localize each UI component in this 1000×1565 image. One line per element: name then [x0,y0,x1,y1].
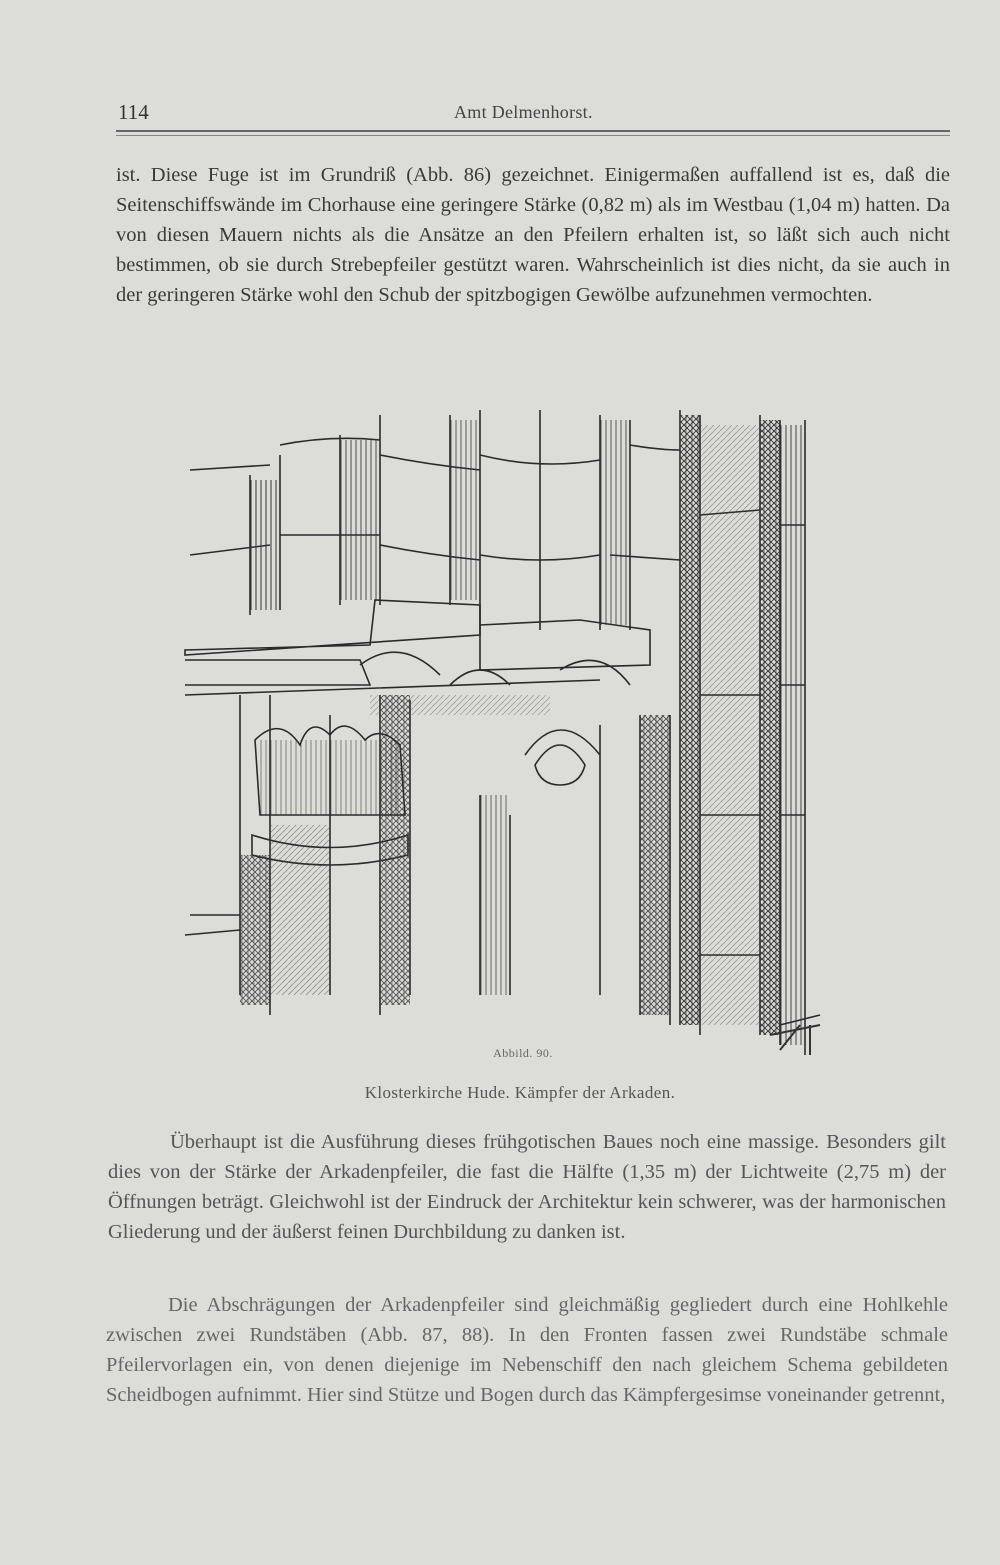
paragraph-3: Die Abschrägungen der Arkadenpfeiler sind gleichmäßig gegliedert durch eine Hohlkehle zwischen zwei Rundstäben (Abb. 87, 88). In den Fronten fassen zwei Rundstäbe schmale Pfeilervorlagen ein, von denen diejenige im Nebenschiff den nach gleichem Schema gebildeten Scheidbogen aufnimmt. Hier sind Stütze und Bogen durch das Kämpfergesimse voneinander getrennt, [106,1294,948,1406]
architectural-sketch [180,395,880,1055]
figure-caption: Klosterkirche Hude. Kämpfer der Arkaden. [364,1083,676,1102]
paragraph-2: Überhaupt ist die Ausführung dieses frühgotischen Baues noch eine massige. Besonders gilt dies von der Stärke der Arkadenpfeiler, die fast die Hälfte (1,35 m) der Lichtweite (2,75 m) der Öffnungen beträgt. Gleichwohl ist der Eindruck der Architektur kein schwerer, was der harmonischen Gliederung und der äußerst feinen Durchbildung zu danken ist. [108,1131,946,1243]
running-title: Amt Delmenhorst. [454,102,593,122]
page-header [116,100,950,126]
header-rule [116,130,950,132]
page-number: 114 [118,100,149,124]
sketch-illustration [180,395,880,1055]
paragraph-1: ist. Diese Fuge ist im Grundriß (Abb. 86) gezeichnet. Einigermaßen auffallend ist es, daß die Seitenschiffswände im Chorhause eine geringere Stärke (0,82 m) als im Westbau (1,04 m) hatten. Da von diesen Mauern nichts als die Ansätze an den Pfeilern erhalten ist, so läßt sich auch nicht bestimmen, ob sie durch Strebepfeiler gestützt waren. Wahrscheinlich ist dies nicht, da sie auch in der geringeren Stärke wohl den Schub der spitzbogigen Gewölbe aufzunehmen vermochten. [116,164,950,306]
figure-number: Abbild. 90. [493,1046,553,1060]
header-rule-thin [116,135,950,136]
